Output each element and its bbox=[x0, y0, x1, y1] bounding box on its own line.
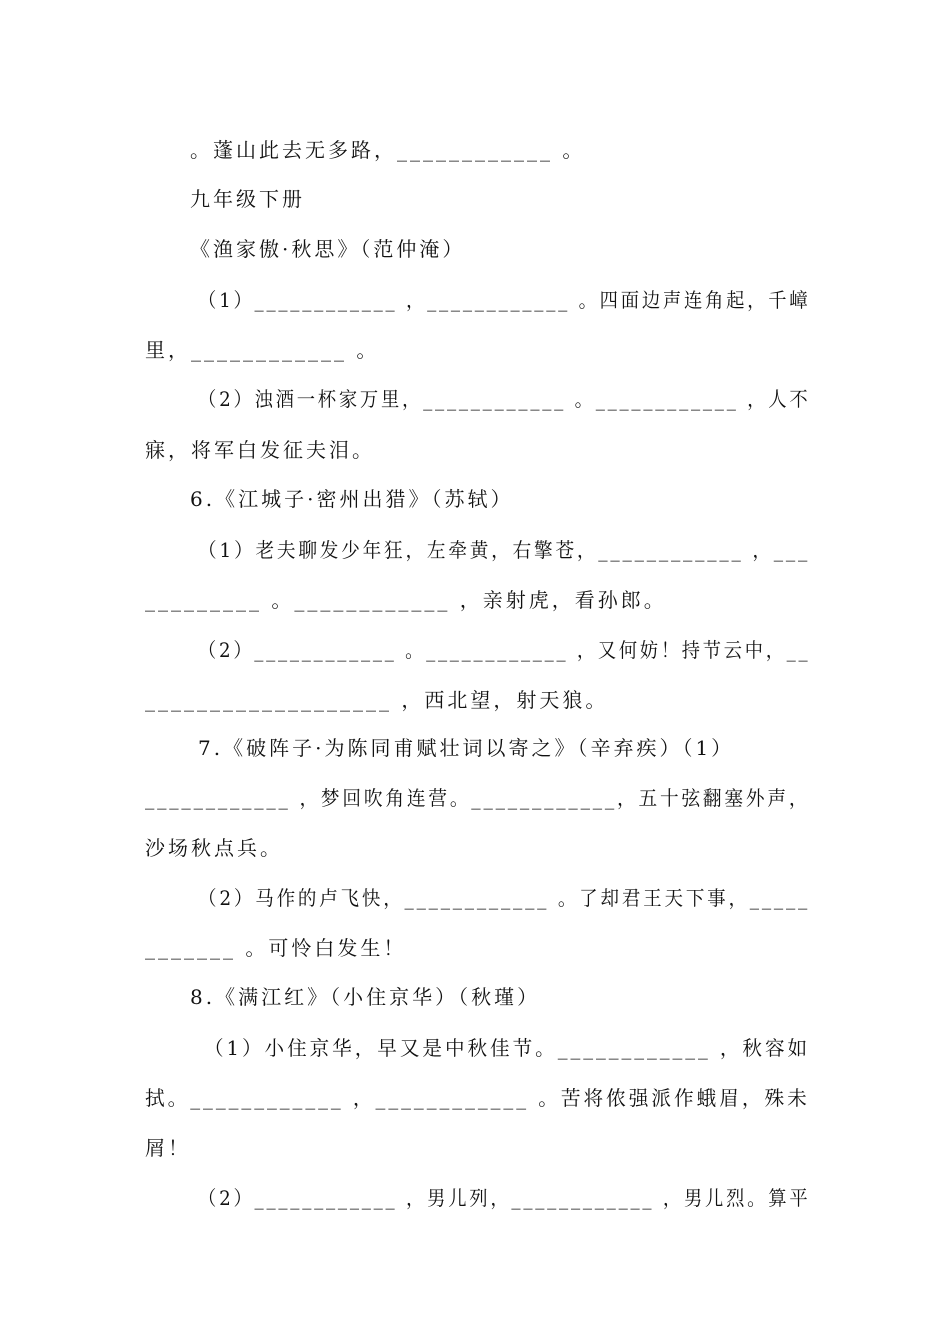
text-line: （1）小住京华，早又是中秋佳节。____________ ，秋容如 bbox=[204, 1036, 811, 1060]
poem-title: 8.《满江红》（小住京华）（秋瑾） bbox=[190, 985, 541, 1009]
text-line: （2）____________ 。____________ ，又何妨！持节云中，__ bbox=[198, 638, 811, 662]
text-line: _________ 。____________ ，亲射虎，看孙郎。 bbox=[145, 588, 667, 612]
poem-title: 7.《破阵子·为陈同甫赋壮词以寄之》（辛弃疾）（1） bbox=[198, 736, 735, 760]
text-line: 拭。____________ ，____________ 。苦将侬强派作蛾眉，殊未 bbox=[145, 1086, 810, 1110]
text-line: 寐，将军白发征夫泪。 bbox=[145, 438, 375, 462]
text-line: ___________________ ，西北望，射天狼。 bbox=[145, 688, 609, 712]
poem-title: 6.《江城子·密州出猎》（苏轼） bbox=[190, 487, 514, 511]
text-line: （1）____________ ，____________ 。四面边声连角起，千嶂 bbox=[198, 288, 811, 312]
text-line: 里，____________ 。 bbox=[145, 338, 380, 362]
text-line: _______ 。可怜白发生！ bbox=[145, 936, 407, 960]
poem-title: 《渔家傲·秋思》（范仲淹） bbox=[190, 237, 466, 261]
text-line: 屑！ bbox=[145, 1136, 191, 1160]
text-line: （2）马作的卢飞快，____________ 。了却君王天下事，_____ bbox=[198, 886, 811, 910]
text-line: ____________ ，梦回吹角连营。____________，五十弦翻塞外声， bbox=[145, 786, 811, 810]
section-heading: 九年级下册 bbox=[190, 187, 305, 211]
text-line: 。蓬山此去无多路，____________ 。 bbox=[190, 138, 586, 162]
text-line: （1）老夫聊发少年狂，左牵黄，右擎苍，____________ ，___ bbox=[198, 538, 811, 562]
text-line: （2）浊酒一杯家万里，____________ 。____________ ，人不 bbox=[198, 387, 811, 411]
text-line: 沙场秋点兵。 bbox=[145, 836, 283, 860]
text-line: （2）____________ ，男儿列，____________ ，男儿烈。算平 bbox=[198, 1186, 811, 1210]
